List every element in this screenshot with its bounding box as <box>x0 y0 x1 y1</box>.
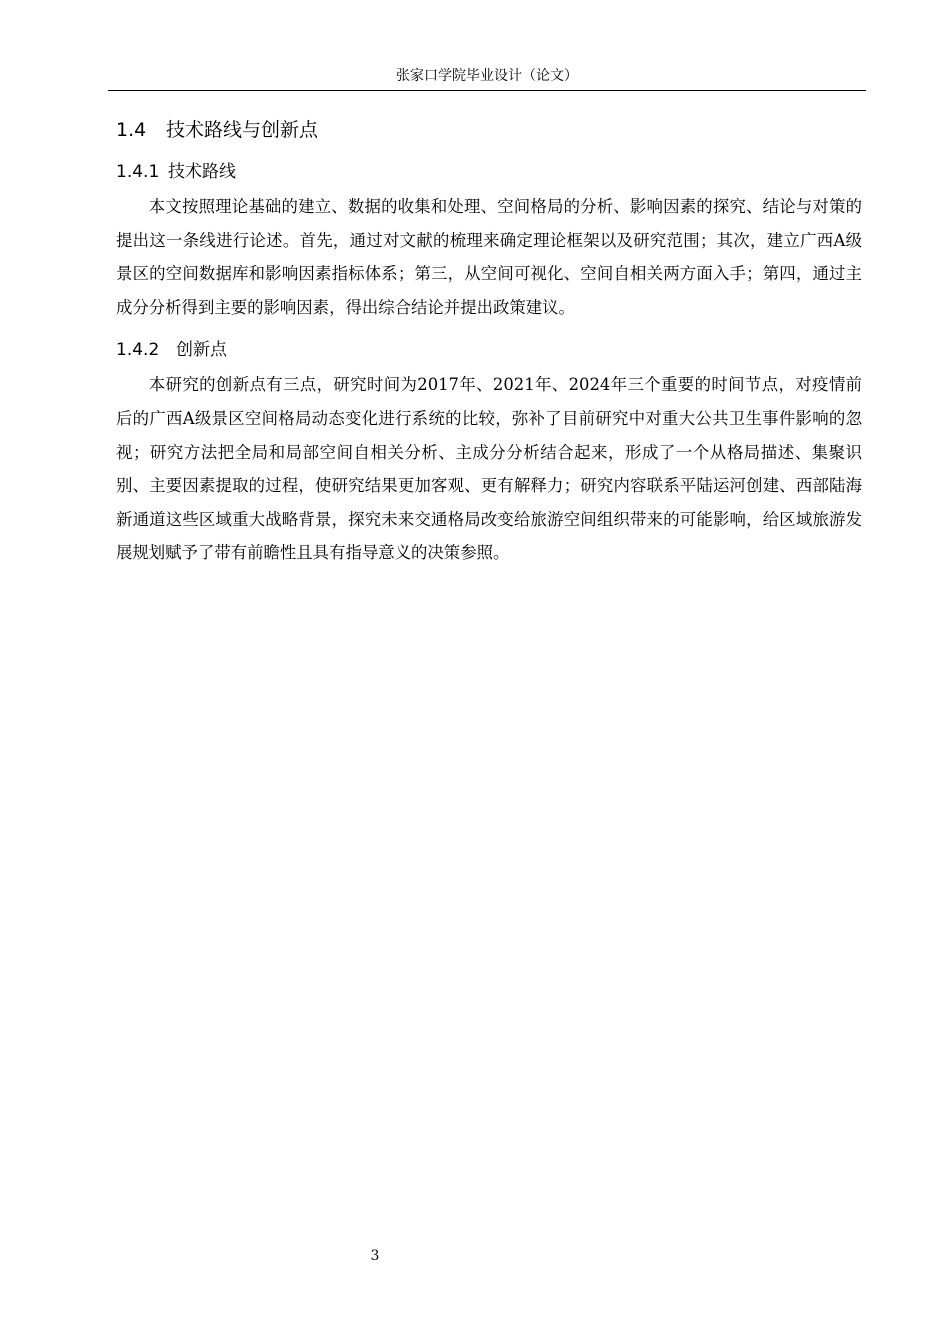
paragraph-innovation: 本研究的创新点有三点，研究时间为2017年、2021年、2024年三个重要的时间节点，对疫情前后的广西A级景区空间格局动态变化进行系统的比较，弥补了目前研究中对重大公共卫生事件影响的忽视；研究方法把全局和局部空间自相关分析、主成分分析结合起来，形成了一个从格局描述、集聚识别、主要因素提取的过程，使研究结果更加客观、更有解释力；研究内容联系平陆运河创建、西部陆海新通道这些区域重大战略背景，探究未来交通格局改变给旅游空间组织带来的可能影响，给区域旅游发展规划赋予了带有前瞻性且具有指导意义的决策参照。 <box>116 375 862 563</box>
page-content <box>116 114 862 570</box>
header-title: 张家口学院毕业设计（论文） <box>396 68 578 84</box>
page-header <box>108 62 866 91</box>
subsection-heading-innovation <box>116 336 862 364</box>
paragraph-technical-route: 本文按照理论基础的建立、数据的收集和处理、空间格局的分析、影响因素的探究、结论与对策的提出这一条线进行论述。首先，通过对文献的梳理来确定理论框架以及研究范围；其次，建立广西A级景区的空间数据库和影响因素指标体系；第三，从空间可视化、空间自相关两方面入手；第四，通过主成分分析得到主要的影响因素，得出综合结论并提出政策建议。 <box>116 197 862 317</box>
section-heading <box>116 114 862 146</box>
subsection-number: 1.4.1 <box>116 162 160 182</box>
page-number: 3 <box>370 1248 380 1264</box>
section-title: 技术路线与创新点 <box>166 119 319 141</box>
subsection-title: 创新点 <box>176 340 227 361</box>
subsection-title: 技术路线 <box>168 162 236 182</box>
subsection-heading-technical-route <box>116 158 862 186</box>
subsection-number: 1.4.2 <box>116 340 160 361</box>
section-number: 1.4 <box>116 119 147 141</box>
